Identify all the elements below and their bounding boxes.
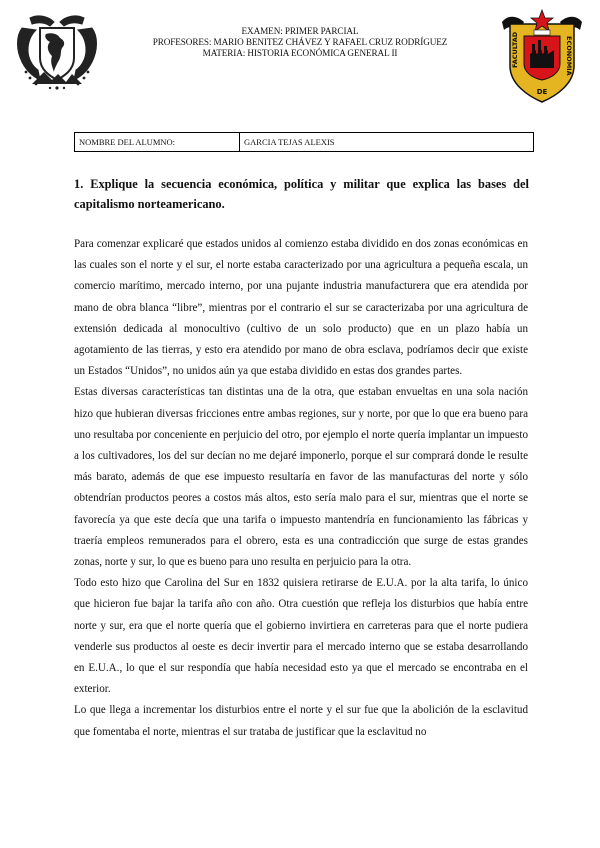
answer-paragraph-1: Para comenzar explicaré que estados unidos al comienzo estaba dividido en dos zonas económicas en las cuales son el norte y el sur, el norte estaba caracterizado por una agricultura a pequeña escala, un comercio marítimo, mercado interno, por una pujante industria manufacturera que era atendida por mano de obra blanca “libre”, mientras por el contrario el sur se caracterizaba por una agricultura de extensión dedicada al monocultivo (cultivo de un solo producto) que en un plazo había un agotamiento de las tierras, y esto era atendido por mano de obra esclava, podríamos decir que existe un Estados “Unidos”, no unidos aún ya que estaba dividido en estas dos grandes partes.	[74, 238, 528, 378]
answer-paragraph-4: Lo que llega a incrementar los disturbios entre el norte y el sur fue que la abolición de la esclavitud que fomentaba el norte, mientras el sur trataba de justificar que la esclavitud no	[74, 704, 528, 738]
student-row	[75, 133, 534, 152]
professors-line: PROFESORES: MARIO BENITEZ CHÁVEZ Y RAFAEL CRUZ RODRÍGUEZ	[152, 37, 448, 47]
question-1: 1. Explique la secuencia económica, política y militar que explica las bases del capitalismo norteamericano.	[74, 177, 529, 211]
answer-paragraph-3: Todo esto hizo que Carolina del Sur en 1832 quisiera retirarse de E.U.A. por la alta tarifa, lo único que hicieron fue bajar la tarifa año con año. Otra cuestión que refleja los disturbios que había entre norte y sur, era que el norte quería que el gobierno invirtiera en carreteras para que el norte pudiera venderle sus productos al oeste es decir invertir para el mercado interno que se estaba desarrollando en E.U.A., lo que el sur respondía que había necesidad esto ya que el mercado se encontraba en el exterior.	[74, 577, 528, 696]
answer-paragraph-2: Estas diversas características tan distintas una de la otra, que estaban envueltas en una sola nación hizo que hubieran diversas fricciones entre ambas regiones, sur y norte, por que lo que era bueno para uno resultaba por conceniente en perjuicio del otro, por ejemplo el norte quería implantar un impuesto a los cultivadores, los del sur decían no me dejaré imponerlo, porque el sur comprará donde le resulte más barato, además de que ese impuesto resultaría en favor de las manufacturas del norte y sólo obtendrían productos peores a costos más altos, esto sería malo para el sur, mientras que el norte se favorecía ya que este decía que una tarifa o impuesto mantendría en funcionamiento las fábricas y traería empleos remunerados para el obrero, esta es una contradicción que surge de estas grandes zonas, norte y sur, lo que es bueno para uno resulta en perjuicio para la otra.	[74, 386, 528, 569]
facultad-de-economia-escudo-icon	[500, 8, 584, 104]
exam-title: EXAMEN: PRIMER PARCIAL	[241, 26, 359, 36]
shield-text-right: ECONOMIA	[565, 36, 573, 76]
shield-text-left: FACULTAD	[511, 31, 519, 68]
student-name-label: NOMBRE DEL ALUMNO:	[75, 133, 240, 152]
answer-body	[74, 234, 528, 743]
student-name-value: GARCIA TEJAS ALEXIS	[240, 133, 534, 152]
subject-line: MATERIA: HISTORIA ECONÓMICA GENERAL II	[202, 48, 398, 58]
unam-escudo-icon	[12, 10, 102, 94]
exam-header	[110, 26, 490, 59]
shield-text-bottom: DE	[536, 88, 548, 96]
student-info-table	[74, 132, 534, 152]
